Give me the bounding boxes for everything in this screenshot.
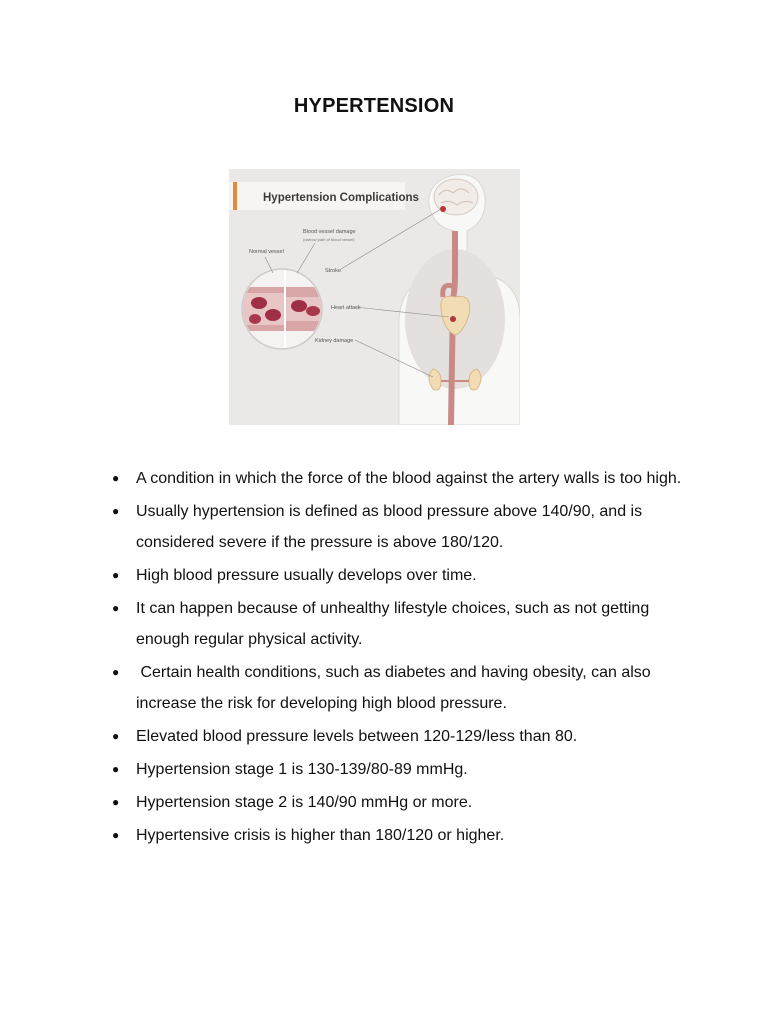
list-item-text: Hypertension stage 1 is 130-139/80-89 mmHg. (136, 761, 468, 778)
blood-cell (306, 306, 320, 316)
list-item-text: Elevated blood pressure levels between 120-129/less than 80. (136, 728, 578, 745)
list-item (108, 593, 688, 655)
label-stroke: Stroke (325, 268, 341, 274)
heart-attack-marker (450, 316, 456, 322)
figure-accent-bar (233, 182, 237, 210)
list-item-text: Usually hypertension is defined as blood pressure above 140/90, and is considered severe if the pressure is above 180/120. (136, 503, 643, 551)
blood-cell (251, 297, 267, 309)
bullet-icon: ● (112, 828, 120, 842)
label-heart-attack: Heart attack (331, 305, 361, 311)
list-item-text: A condition in which the force of the blood against the artery walls is too high. (136, 470, 682, 487)
label-blood-vessel-damage: Blood vessel damage (303, 229, 356, 235)
bullet-icon: ● (112, 601, 120, 615)
list-item (108, 721, 688, 752)
list-item-text: Hypertension stage 2 is 140/90 mmHg or more. (136, 794, 473, 811)
blood-cell (291, 300, 307, 312)
bullet-icon: ● (112, 729, 120, 743)
list-item-text: Certain health conditions, such as diabetes and having obesity, can also increase the risk for developing high blood pressure. (136, 664, 656, 712)
label-blood-vessel-sub: (narrow path of blood vessel) (303, 237, 355, 242)
bullet-icon: ● (112, 665, 120, 679)
blood-cell (265, 309, 281, 321)
bullet-icon: ● (112, 762, 120, 776)
list-item (108, 787, 688, 818)
bullet-icon: ● (112, 795, 120, 809)
bullet-icon: ● (112, 568, 120, 582)
figure-illustration (229, 169, 520, 425)
list-item (108, 820, 688, 851)
label-normal-vessel: Normal vessel (249, 249, 284, 255)
bullet-list (108, 463, 688, 853)
figure-heading: Hypertension Complications (263, 192, 419, 204)
list-item-text: High blood pressure usually develops over time. (136, 567, 477, 584)
list-item (108, 560, 688, 591)
hypertension-complications-figure (229, 169, 520, 425)
page-title: HYPERTENSION (293, 95, 455, 117)
blood-cell (249, 314, 261, 324)
list-item-text: It can happen because of unhealthy lifestyle choices, such as not getting enough regular physical activity. (136, 600, 650, 648)
list-item (108, 657, 688, 719)
label-kidney-damage: Kidney damage (315, 338, 354, 344)
bullet-icon: ● (112, 504, 120, 518)
list-item (108, 754, 688, 785)
list-item-text: Hypertensive crisis is higher than 180/120 or higher. (136, 827, 505, 844)
list-item (108, 463, 688, 494)
bullet-icon: ● (112, 471, 120, 485)
list-item (108, 496, 688, 558)
